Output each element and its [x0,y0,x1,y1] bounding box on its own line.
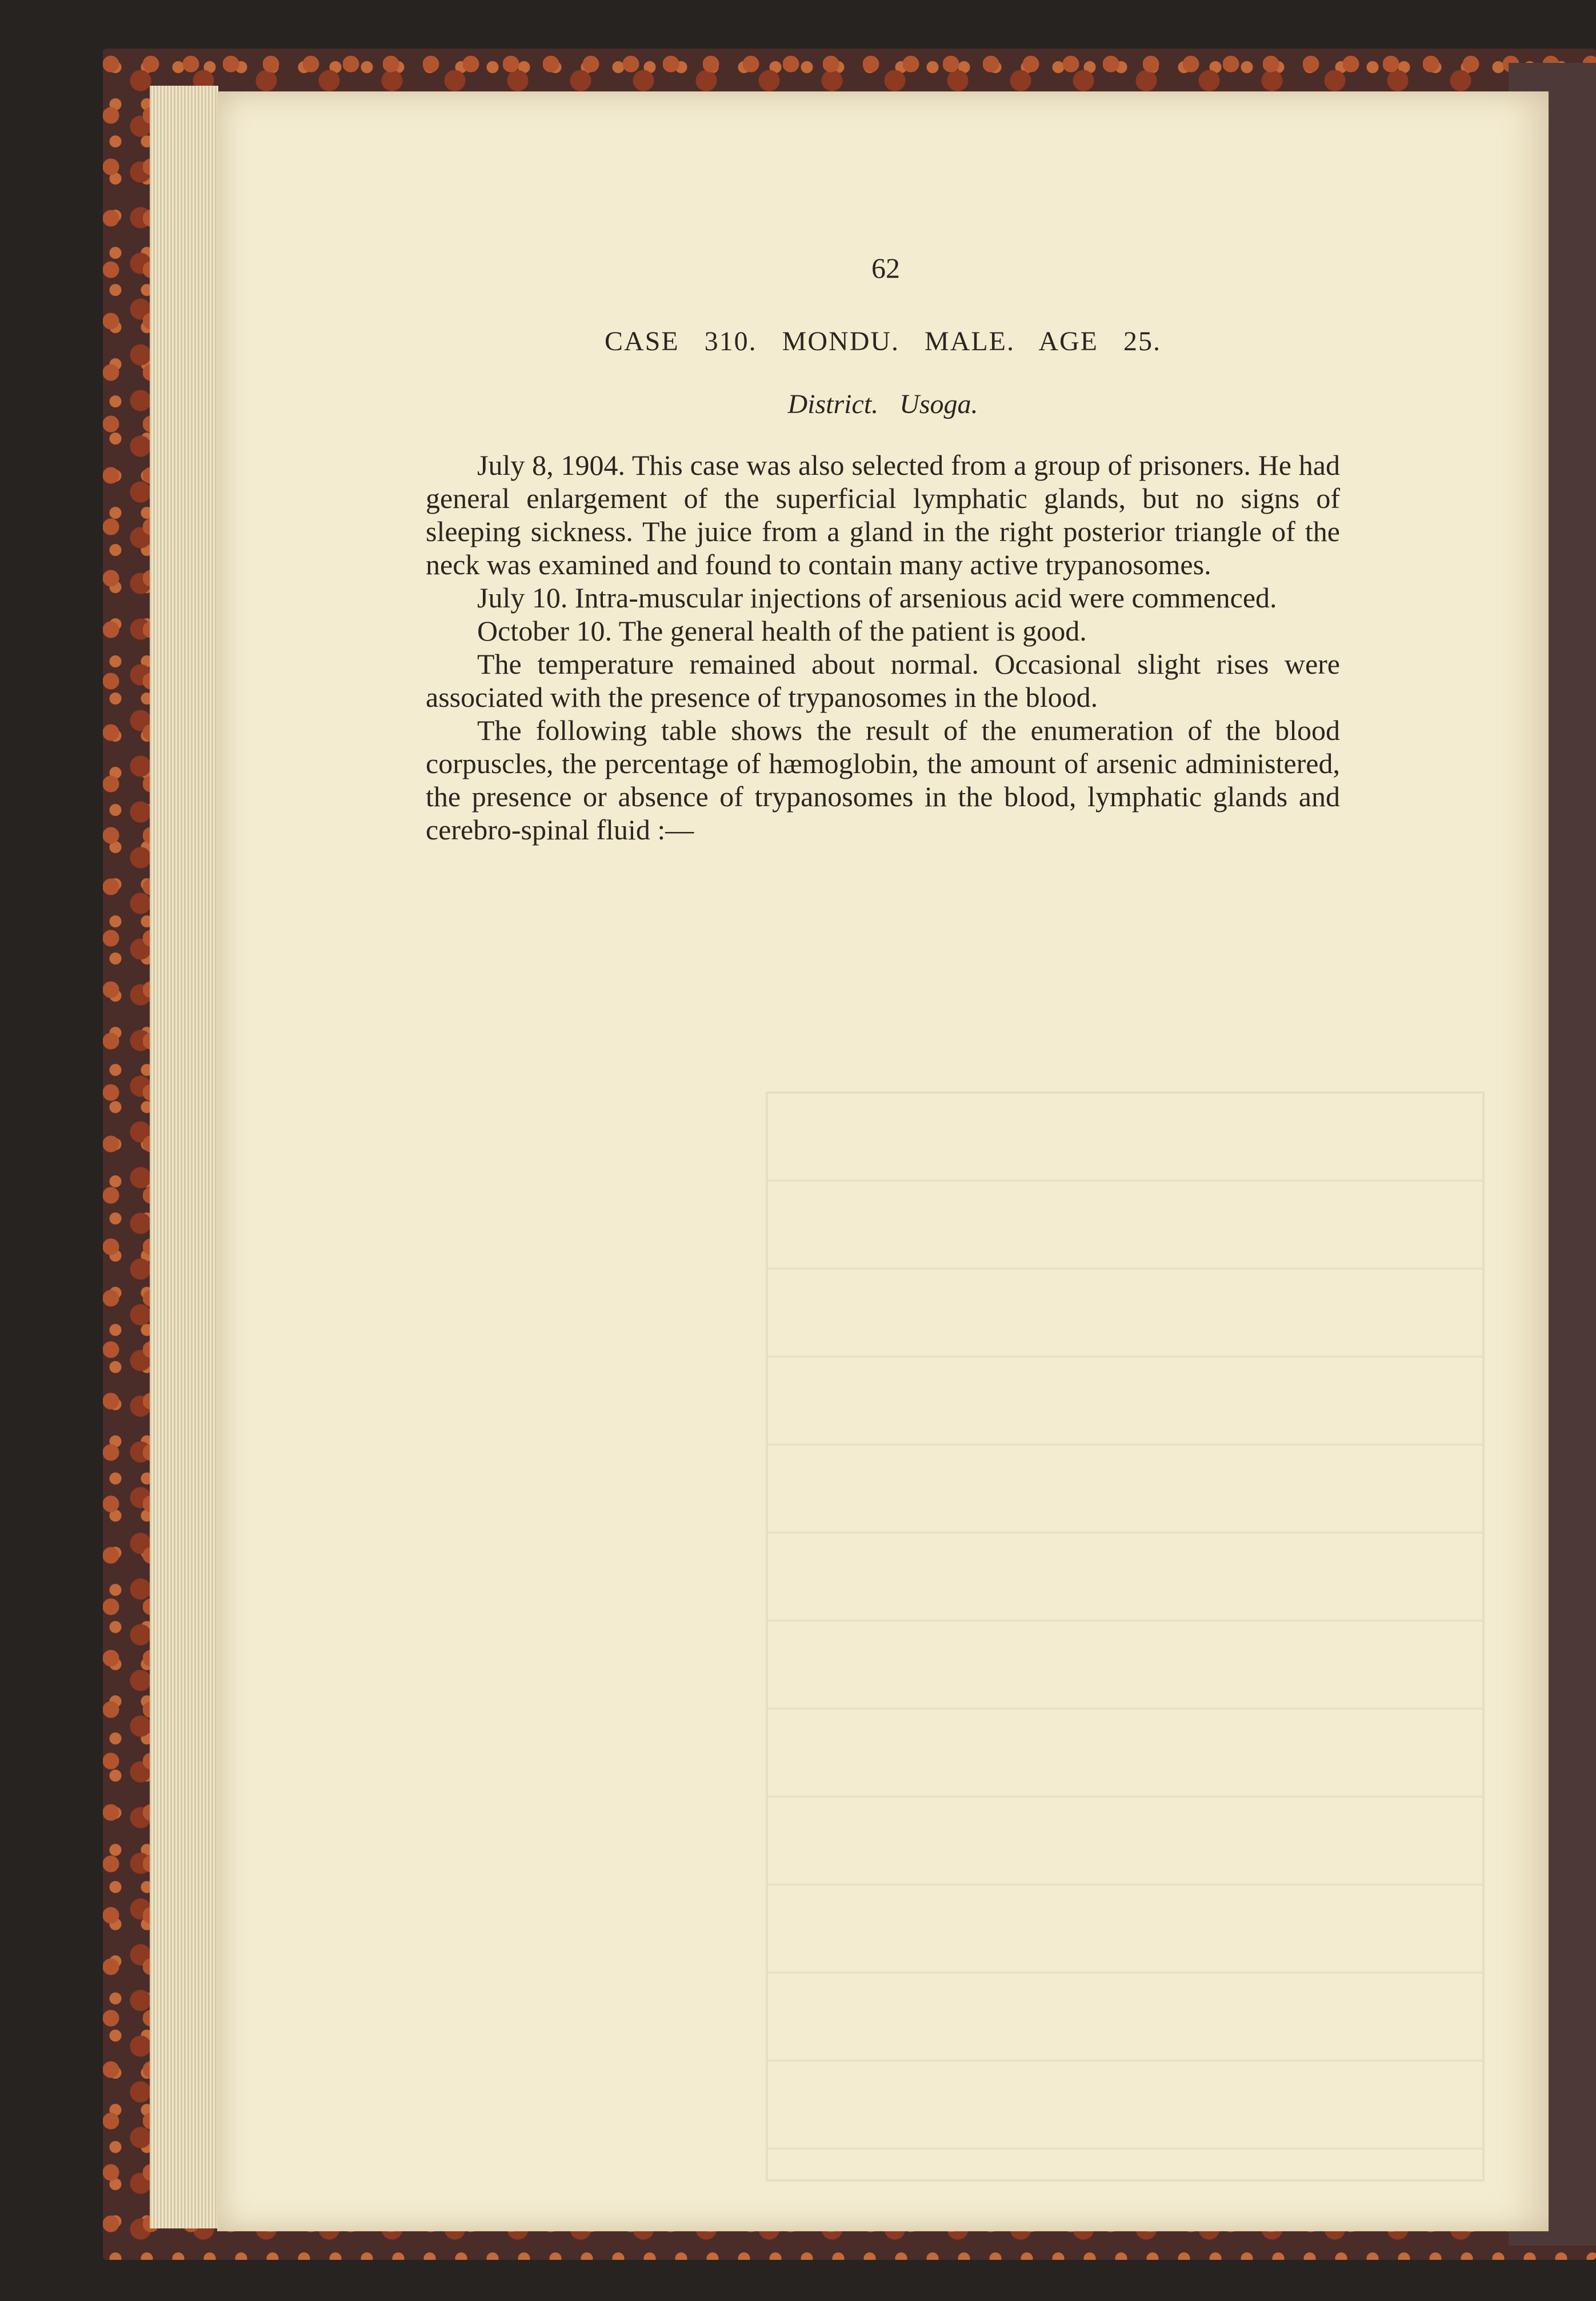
case-heading: CASE 310. MONDU. MALE. AGE 25. [604,326,1161,357]
district-line: District. Usoga. [787,389,978,419]
page-edges [150,86,218,2228]
show-through-table [766,1091,1485,2182]
paragraph: The temperature remained about normal. Occasional slight rises were associated with the presence of trypanosomes in the blood. [426,648,1340,713]
paragraph: October 10. The general health of the patient is good. [477,615,1087,647]
paragraph: The following table shows the result of the enumeration of the blood corpuscles, the percentage of hæmoglobin, the amount of arsenic administered, the presence or absence of trypanosomes in the blood, lymphatic glands and cerebro-spinal fluid :— [426,714,1340,846]
page-number: 62 [871,252,900,284]
case-body [426,449,1340,846]
paragraph: July 10. Intra-muscular injections of arsenious acid were commenced. [477,582,1277,614]
paragraph: July 8, 1904. This case was also selected from a group of prisoners. He had general enlargement of the superficial lymphatic glands, but no signs of sleeping sickness. The juice from a gland in the right posterior triangle of the neck was examined and found to contain many active trypanosomes. [426,449,1340,581]
